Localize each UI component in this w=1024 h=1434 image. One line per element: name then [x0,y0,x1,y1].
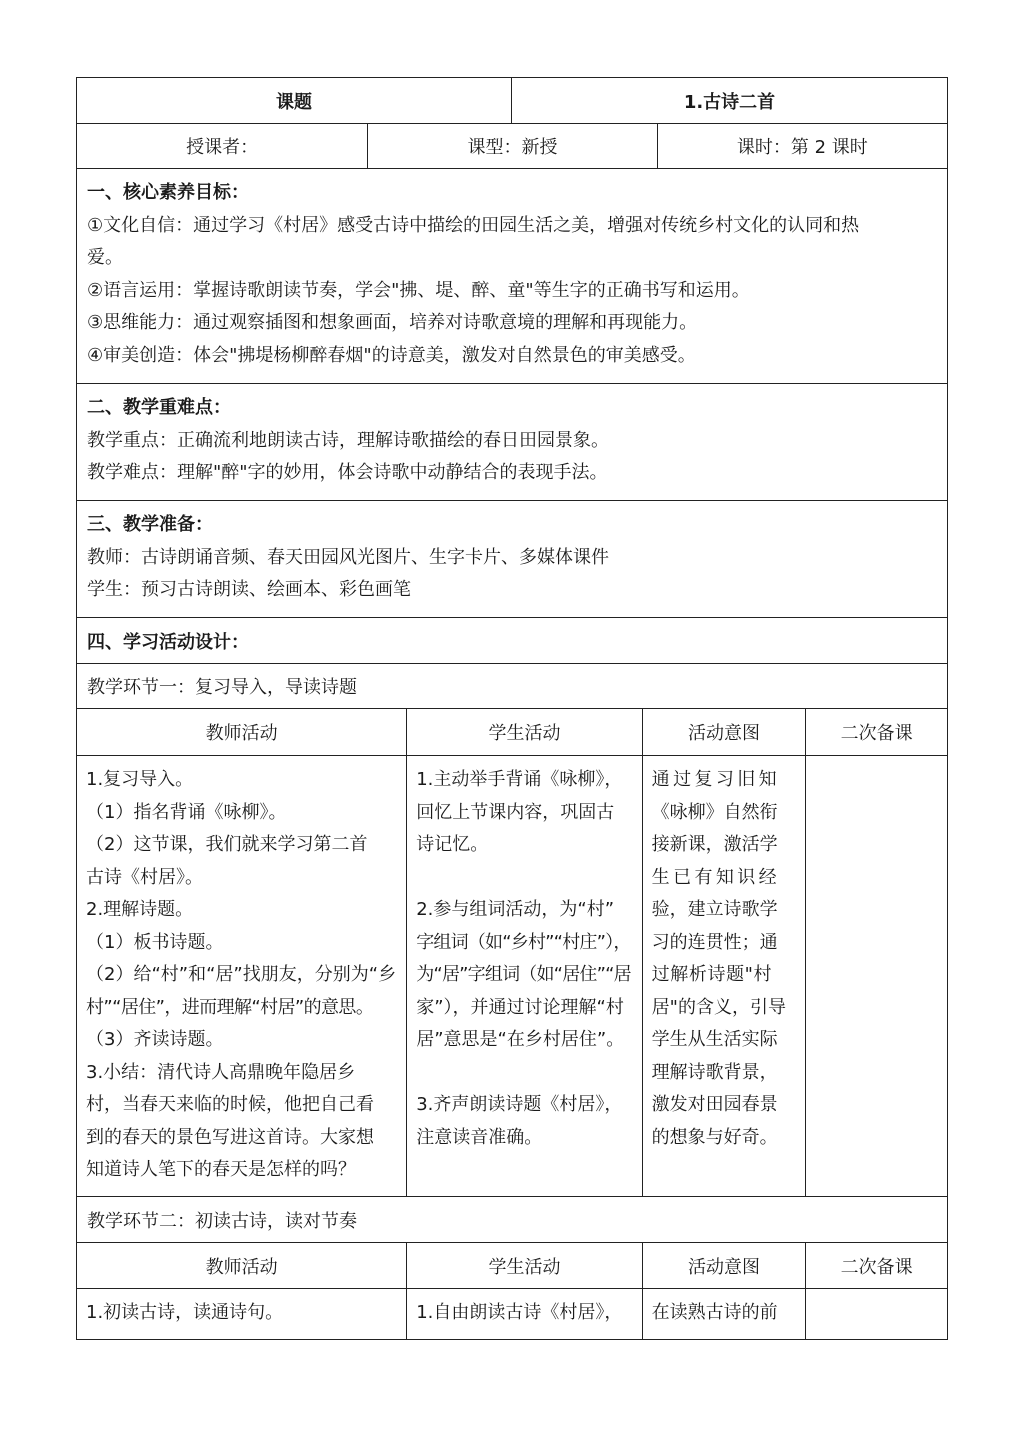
col-student-activity: 学生活动 [406,1243,641,1288]
teacher-line: 1.初读古诗，读通诗句。 [86,1302,284,1323]
intent-line: 接新课，激活学 [651,834,778,855]
teacher-field: 授课者： [186,137,259,158]
col-second-prep: 二次备课 [805,1243,947,1288]
info-row [76,123,948,168]
student-line [416,1057,633,1090]
preparation-line: 教师：古诗朗诵音频、春天田园风光图片、生字卡片、多媒体课件 [87,546,609,568]
step1-title: 教学环节一：复习导入，导读诗题 [87,677,357,698]
goal-line: ④审美创造：体会"拂堤杨柳醉春烟"的诗意美，激发对自然景色的审美感受。 [87,344,696,366]
teacher-line: 知道诗人笔下的春天是怎样的吗？ [86,1159,356,1180]
lesson-type: 课型：新授 [367,124,656,168]
step1-teacher-cell [77,756,406,1196]
title-value: 1.古诗二首 [511,78,947,123]
col-teacher-activity: 教师活动 [205,1256,278,1278]
goal-line: ①文化自信：通过学习《村居》感受古诗中描绘的田园生活之美，增强对传统乡村文化的认同和热 [87,214,860,236]
intent-line: 学生从生活实际 [651,1029,778,1050]
section-key-points [76,383,948,500]
teacher-line: 村”“居住”，进而理解“村居”的意思。 [86,996,374,1018]
col-activity-intent: 活动意图 [642,709,806,755]
teacher-line: （2）这节课，我们就来学习第二首 [86,834,368,855]
step1-title-row [76,663,948,708]
step2-second-prep-cell [805,1289,947,1339]
step2-header-row [76,1242,948,1288]
intent-line: 在读熟古诗的前 [651,1302,778,1323]
student-line: 3.齐声朗读诗题《村居》， [416,1094,623,1115]
section-activities [76,617,948,663]
section-preparation-heading: 三、教学准备： [87,514,213,535]
teacher-line: 2.理解诗题。 [86,899,194,920]
lesson-plan-table [76,77,948,1340]
key-point-line: 教学难点：理解"醉"字的妙用，体会诗歌中动静结合的表现手法。 [87,462,608,483]
section-preparation [76,500,948,617]
student-line: 家”），并通过讨论理解“村 [416,996,624,1018]
student-line: 1.主动举手背诵《咏柳》， [416,769,623,790]
step1-student-cell [406,756,641,1196]
intent-line: 的想象与好奇。 [651,1126,778,1148]
teacher-line: （1）指名背诵《咏柳》。 [86,801,287,823]
step1-content-row [76,755,948,1196]
section-goals [76,168,948,383]
step2-student-cell [406,1289,641,1339]
intent-line: 过解析诗题"村 [651,964,773,985]
intent-line: 生已有知识经 [651,866,781,888]
col-student-activity: 学生活动 [406,709,641,755]
teacher-line: 到的春天的景色写进这首诗。大家想 [86,1126,374,1148]
col-teacher-activity: 教师活动 [205,723,278,744]
student-line: 2.参与组词活动，为“村” [416,899,615,920]
step2-title: 教学环节二：初读古诗，读对节奏 [87,1210,357,1232]
section-activities-heading: 四、学习活动设计： [87,631,249,653]
teacher-line: 3.小结：清代诗人高鼎晚年隐居乡 [86,1061,356,1083]
goal-line: 爱。 [87,247,123,268]
teacher-line: （3）齐读诗题。 [86,1029,224,1050]
lesson-period: 课时：第 2 课时 [657,124,947,168]
col-second-prep: 二次备课 [805,709,947,755]
intent-line: 激发对田园春景 [651,1094,778,1115]
step1-intent-cell [642,756,806,1196]
step2-intent-cell [642,1289,806,1339]
teacher-line: （1）板书诗题。 [86,931,224,953]
student-line: 回忆上节课内容，巩固古 [416,801,615,823]
student-line: 诗记忆。 [416,834,489,855]
teacher-line: （2）给“村”和“居”找朋友，分别为“乡 [86,964,397,985]
teacher-line: 村，当春天来临的时候，他把自己看 [86,1094,374,1115]
step2-content-row [76,1288,948,1340]
intent-line: 习的连贯性；通 [651,931,778,953]
student-line: 为“居”字组词（如“居住”“居 [416,964,631,985]
title-label: 课题 [276,91,312,113]
preparation-line: 学生：预习古诗朗读、绘画本、彩色画笔 [87,579,411,600]
step1-second-prep-cell [805,756,947,1196]
student-line: 居”意思是“在乡村居住”。 [416,1029,625,1050]
goal-line: ③思维能力：通过观察插图和想象画面，培养对诗歌意境的理解和再现能力。 [87,312,698,333]
intent-line: 通过复习旧知 [651,769,781,790]
student-line: 1.自由朗读古诗《村居》， [416,1302,623,1323]
step1-header-row [76,708,948,755]
title-row [76,77,948,123]
intent-line: 《咏柳》自然衔 [651,801,778,823]
student-line [416,862,633,895]
section-key-points-heading: 二、教学重难点： [87,397,231,418]
teacher-line: 古诗《村居》。 [86,866,203,888]
section-goals-heading: 一、核心素养目标： [87,182,249,203]
step2-teacher-cell [77,1289,406,1339]
goal-line: ②语言运用：掌握诗歌朗读节奏，学会"拂、堤、醉、童"等生字的正确书写和运用。 [87,279,750,301]
key-point-line: 教学重点：正确流利地朗读古诗，理解诗歌描绘的春日田园景象。 [87,429,609,451]
col-activity-intent: 活动意图 [642,1243,806,1288]
intent-line: 验，建立诗歌学 [651,899,778,920]
student-line: 字组词（如“乡村”“村庄”）， [416,931,631,953]
step2-title-row [76,1196,948,1242]
intent-line: 理解诗歌背景， [651,1061,778,1083]
student-line: 注意读音准确。 [416,1126,543,1148]
intent-line: 居"的含义，引导 [651,996,786,1018]
teacher-line: 1.复习导入。 [86,769,194,790]
